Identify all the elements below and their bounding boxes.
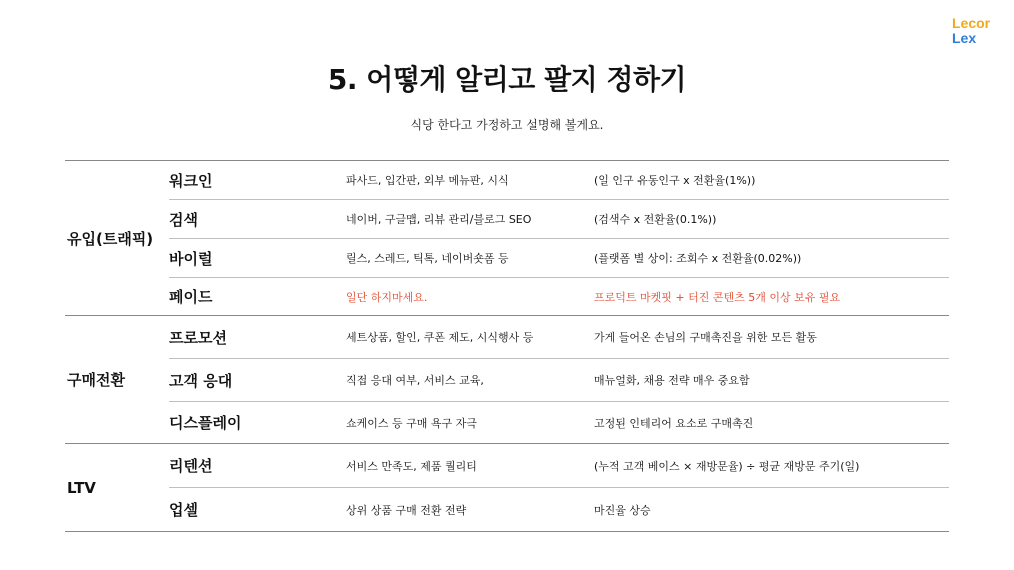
row-name: 프로모션: [169, 328, 227, 347]
table-row: [169, 402, 949, 443]
row-name: 바이럴: [169, 249, 213, 268]
row-desc: 상위 상품 구매 전환 전략: [346, 503, 467, 517]
logo-line-1: Lecor: [952, 15, 991, 31]
group-ltv: [65, 444, 949, 532]
table-row: [169, 316, 949, 359]
group-rows: [169, 444, 949, 531]
row-desc: 서비스 만족도, 제품 퀄리티: [346, 459, 477, 473]
logo-line-2: Lex: [952, 30, 977, 46]
row-name: 고객 응대: [169, 371, 233, 390]
row-note: (일 인구 유동인구 x 전환율(1%)): [594, 174, 756, 187]
table-row: [169, 200, 949, 239]
row-note: (누적 고객 베이스 × 재방문율) ÷ 평균 재방문 주기(일): [594, 459, 860, 473]
group-traffic: [65, 161, 949, 316]
page-title: 5. 어떻게 알리고 팔지 정하기: [327, 63, 687, 96]
row-name: 페이드: [169, 288, 213, 306]
row-note: 고정된 인테리어 요소로 구매촉진: [594, 416, 754, 430]
row-name: 업셀: [169, 501, 198, 519]
table-row: [169, 444, 949, 488]
group-label: LTV: [67, 478, 96, 497]
row-note: (플랫폼 별 상이: 조회수 x 전환율(0.02%)): [594, 252, 802, 265]
row-note: 프로덕트 마켓핏 + 터진 콘텐츠 5개 이상 보유 필요: [594, 290, 841, 304]
group-label: 유입(트래픽): [67, 229, 154, 248]
row-name: 디스플레이: [169, 414, 242, 432]
strategy-table: [65, 160, 949, 532]
row-note: 가게 들어온 손님의 구매촉진을 위한 모든 활동: [594, 331, 817, 344]
row-name: 워크인: [169, 171, 213, 190]
table-row: [169, 488, 949, 531]
table-row: [169, 359, 949, 402]
row-desc: 파사드, 입간판, 외부 메뉴판, 시식: [346, 174, 509, 187]
table-row: [169, 239, 949, 278]
brand-logo: [952, 16, 990, 46]
row-note: 매뉴얼화, 채용 전략 매우 중요함: [594, 374, 750, 387]
row-note: (검색수 x 전환율(0.1%)): [594, 213, 717, 226]
row-desc: 직접 응대 여부, 서비스 교육,: [346, 374, 484, 387]
row-desc: 릴스, 스레드, 틱톡, 네이버숏폼 등: [346, 252, 509, 265]
group-rows: [169, 316, 949, 443]
row-name: 검색: [169, 210, 198, 229]
group-rows: [169, 161, 949, 315]
row-desc: 세트상품, 할인, 쿠폰 제도, 시식행사 등: [346, 331, 534, 344]
group-conversion: [65, 316, 949, 444]
group-label: 구매전환: [67, 371, 125, 389]
row-note: 마진율 상승: [594, 503, 651, 517]
row-desc: 네이버, 구글맵, 리뷰 관리/블로그 SEO: [346, 213, 532, 226]
table-row: [169, 161, 949, 200]
row-desc: 일단 하지마세요.: [346, 290, 428, 304]
row-name: 리텐션: [169, 457, 213, 475]
page-subtitle: 식당 한다고 가정하고 설명해 볼게요.: [410, 118, 604, 132]
table-row: [169, 278, 949, 315]
row-desc: 쇼케이스 등 구매 욕구 자극: [346, 416, 477, 430]
